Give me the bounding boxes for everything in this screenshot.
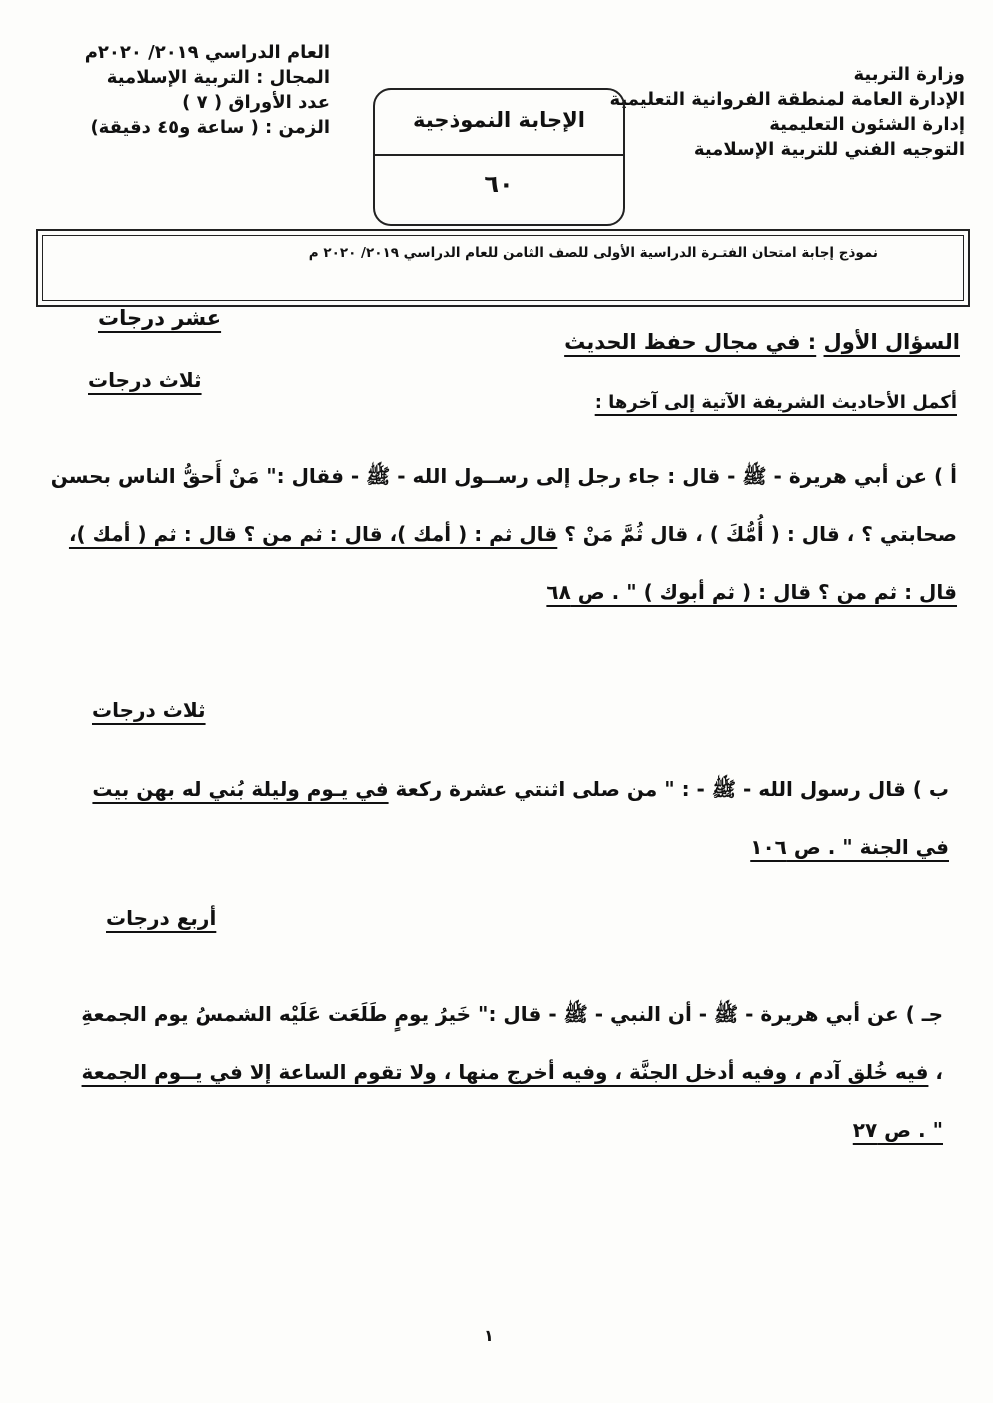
- academic-year: العام الدراسي ٢٠١٩/ ٢٠٢٠م: [84, 42, 330, 63]
- question-total-marks: عشر درجات: [98, 306, 222, 330]
- item-c-given: جـ ) عن أبي هريرة - ﷺ - أن النبي - ﷺ - قال :" خَيرُ يومٍ طَلَعَت عَلَيْه الشمسُ يوم الجمعةِ ،: [81, 1002, 943, 1084]
- item-c-marks: أربع درجات: [106, 906, 217, 930]
- department-name: إدارة الشئون التعليمية: [769, 114, 965, 135]
- subject-field: المجال : التربية الإسلامية: [106, 67, 330, 88]
- item-b-answer: في يـوم وليلة بُني له بهن بيت في الجنة " . ص ١٠٦: [92, 777, 949, 859]
- ministry-header: [585, 62, 965, 162]
- box-divider: [375, 154, 623, 156]
- question-instruction: أكمل الأحاديث الشريفة الآتية إلى آخرها :: [594, 392, 957, 413]
- item-b-text: [60, 760, 949, 876]
- item-c-text: [70, 985, 943, 1159]
- page-count: عدد الأوراق ( ٧ ): [182, 92, 330, 113]
- item-a-marks: ثلاث درجات: [88, 368, 202, 392]
- exam-info: [75, 40, 330, 140]
- item-b-given: ب ) قال رسول الله - ﷺ - : " من صلى اثنتي عشرة ركعة: [388, 777, 949, 801]
- page-number: ١: [484, 1326, 494, 1345]
- total-score: ٦٠: [484, 170, 514, 198]
- ministry-name: وزارة التربية: [853, 64, 965, 85]
- question-title: [564, 330, 960, 354]
- question-number: السؤال الأول: [823, 330, 960, 354]
- supervision-name: التوجيه الفني للتربية الإسلامية: [693, 139, 965, 160]
- item-b-marks: ثلاث درجات: [92, 698, 206, 722]
- exam-duration: الزمن : ( ساعة و٤٥ دقيقة): [90, 117, 330, 138]
- model-answer-title: الإجابة النموذجية: [413, 108, 585, 132]
- banner-text: نموذج إجابة امتحان الفتـرة الدراسية الأولى للصف الثامن للعام الدراسي ٢٠١٩/ ٢٠٢٠ م: [308, 245, 878, 261]
- item-a-text: [50, 447, 957, 621]
- exam-banner: [36, 229, 970, 307]
- directorate-name: الإدارة العامة لمنطقة الفروانية التعليمية: [609, 89, 965, 110]
- item-a-answer: قال ثم : ( أمك )، قال : ثم من ؟ قال : ثم ( أمك )، قال : ثم من ؟ قال : ( ثم أبوك ) " . ص ٦٨: [68, 522, 957, 604]
- question-topic: : في مجال حفظ الحديث: [564, 330, 817, 354]
- item-c-answer: فيه خُلق آدم ، وفيه أدخل الجنَّة ، وفيه أخرج منها ، ولا تقوم الساعة إلا في يــوم الجمعة " . ص ٢٧: [81, 1060, 943, 1142]
- item-a-given: أ ) عن أبي هريرة - ﷺ - قال : جاء رجل إلى رســول الله - ﷺ - فقال :" مَنْ أَحقُّ الناس بحسن صحابتي ؟ ، قال : ( أُمُّكَ ) ، قال ثُمَّ مَنْ ؟: [50, 464, 957, 546]
- model-answer-box: [373, 88, 625, 226]
